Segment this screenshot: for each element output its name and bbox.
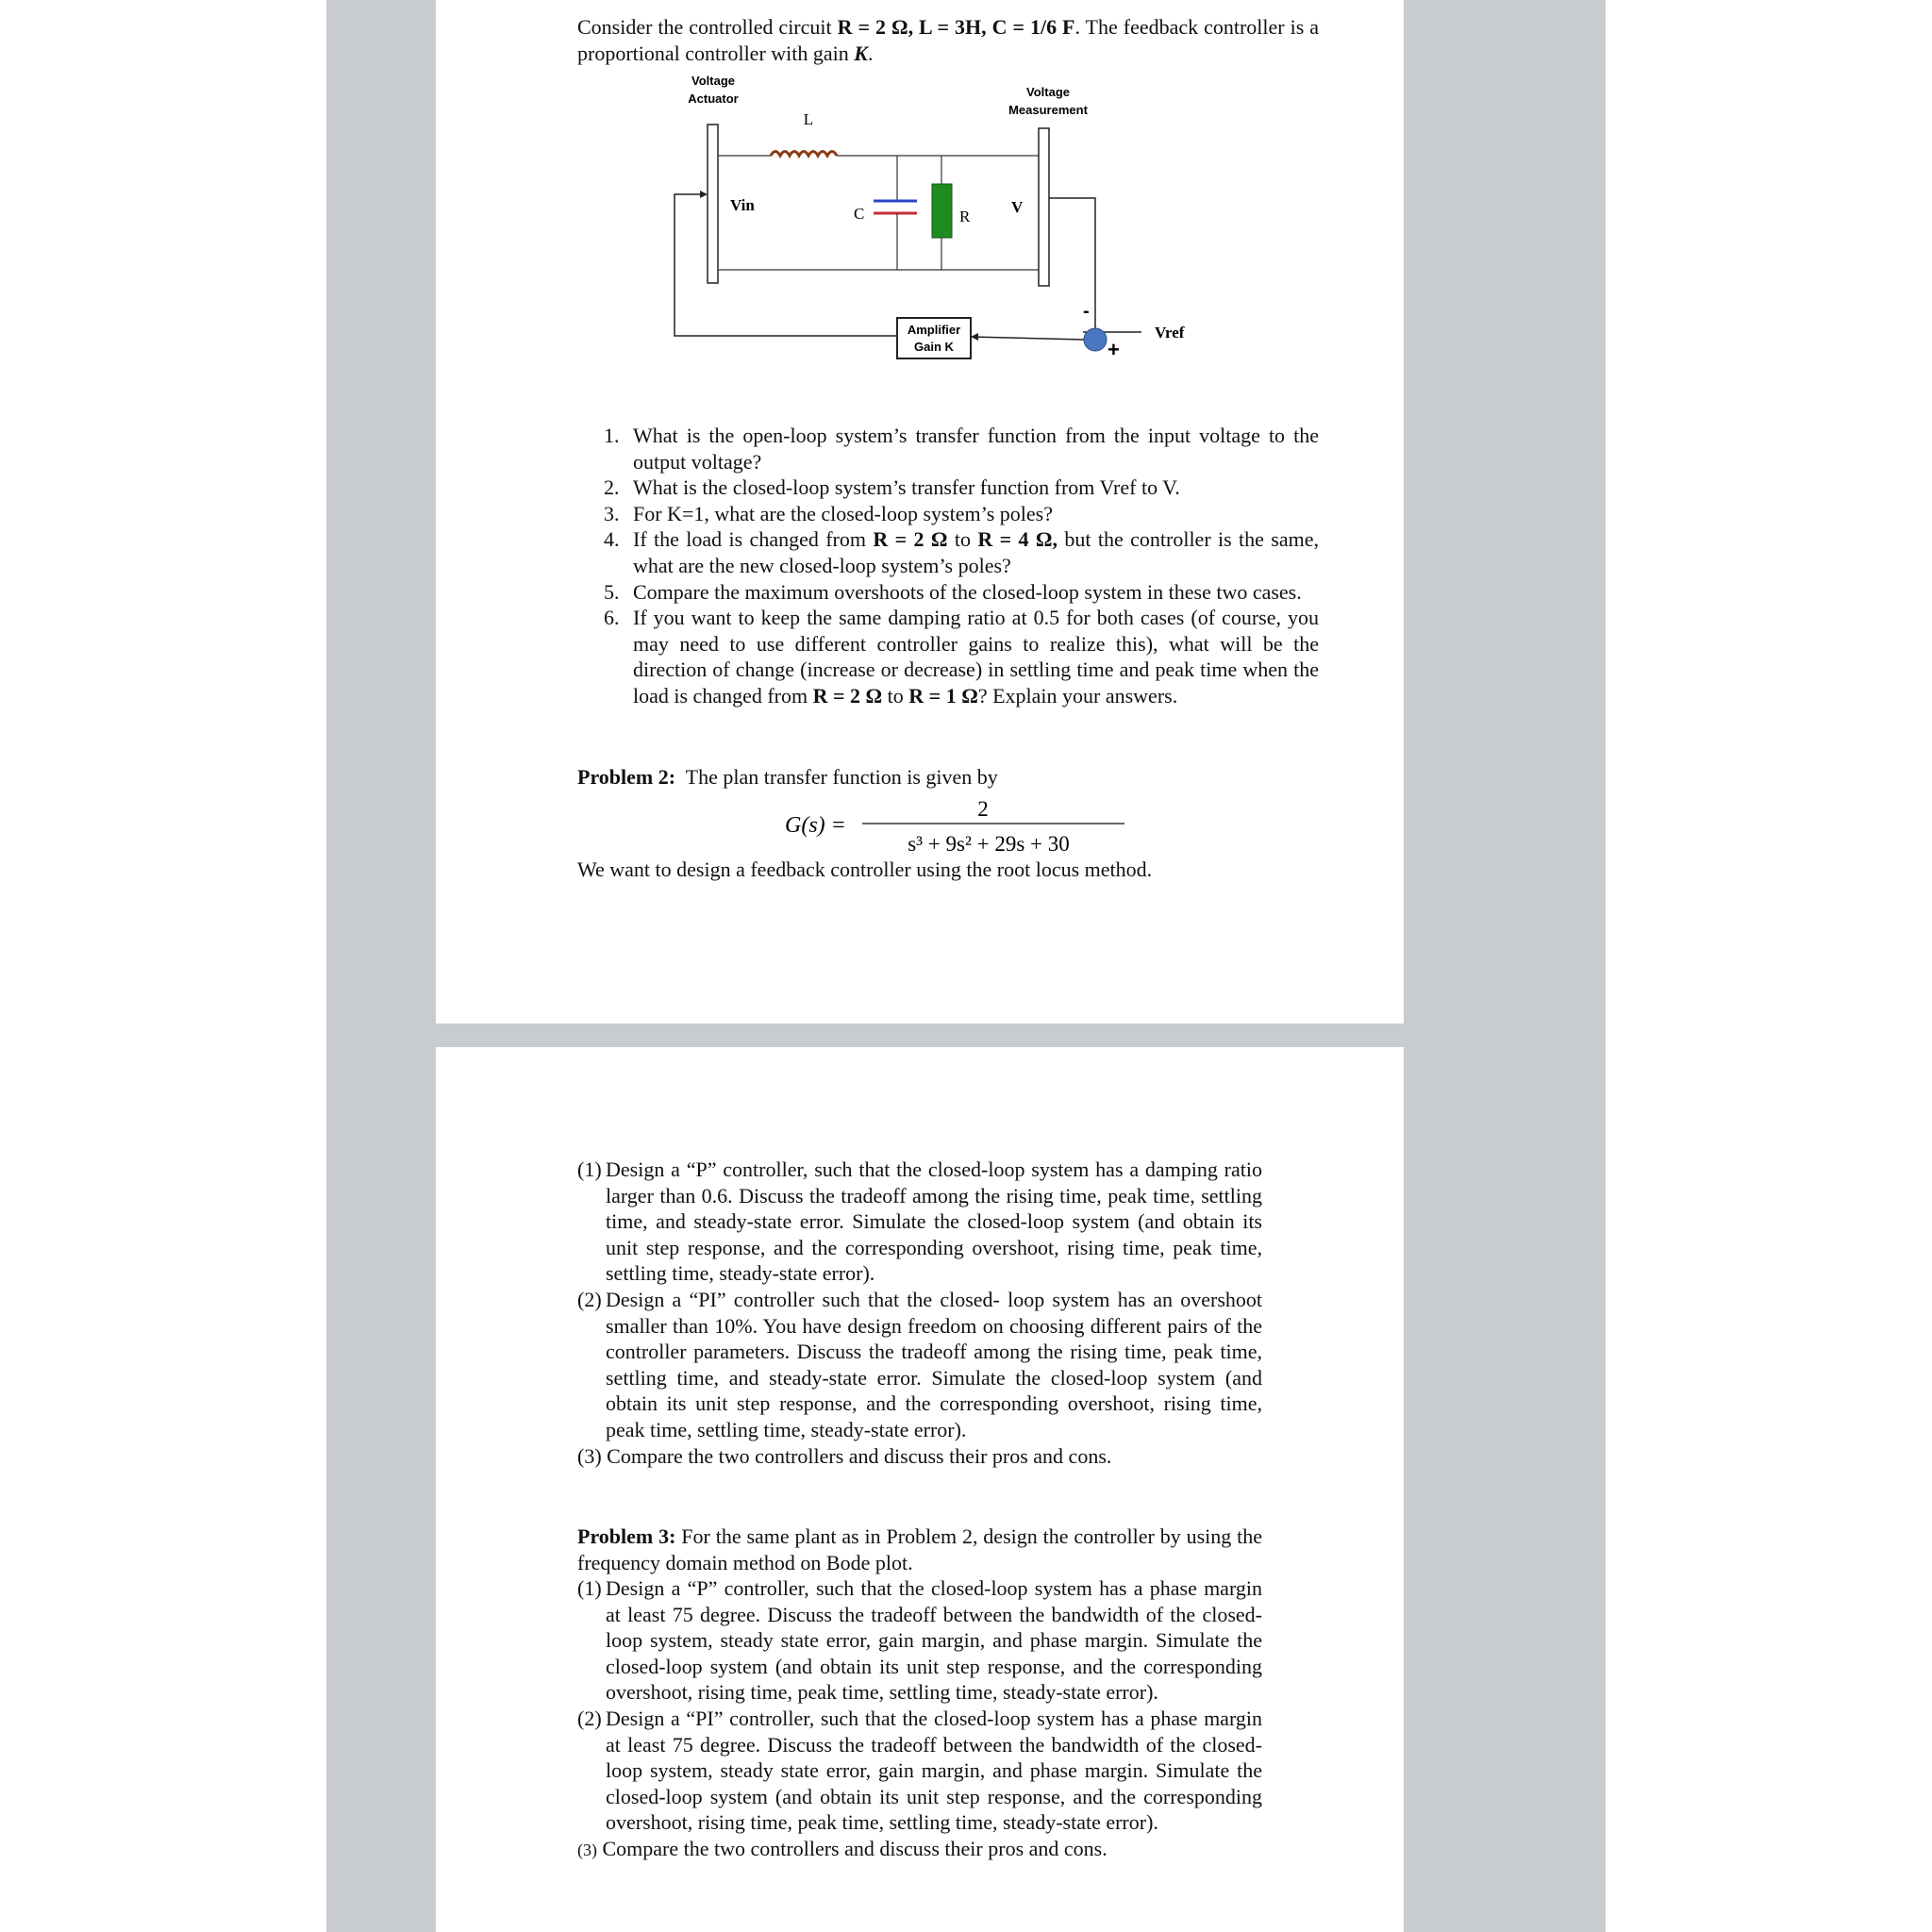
task-number: (3) [577,1443,602,1468]
question-text: What is the closed-loop system’s transfer function from Vref to V. [633,475,1180,500]
task-text: Design a “P” controller, such that the closed-loop system has a damping ratio larger than 0.6. Discuss the tradeoff among the rising time, peak time, settling time, and steady-state error. Simulate the closed-loop system (and obtain its unit step response, and the corresponding overshoot, rising time, peak time, settling time, steady-state error). [606,1158,1262,1286]
problem-2-text: The plan transfer function is given by [675,765,998,789]
measurement-plate [1039,128,1049,286]
task-text: Compare the two controllers and discuss their pros and cons. [602,1836,1108,1860]
problem-2-description: We want to design a feedback controller using the root locus method. [577,858,1153,881]
label-voltage-actuator-2: Actuator [688,92,739,106]
plus-sign: + [1108,338,1120,361]
question-text: but the controller is the same, what are the new closed-loop system’s poles? [633,527,1320,577]
label-V: V [1011,198,1024,216]
question-list [604,423,1319,709]
question-text: to [882,683,909,708]
label-voltage-actuator-1: Voltage [691,74,735,88]
problem-3-task-2 [577,1706,1262,1836]
label-voltage-measurement-2: Measurement [1008,103,1088,117]
task-text: Compare the two controllers and discuss their pros and cons. [607,1443,1112,1468]
question-1 [604,423,1319,475]
task-number: (3) [577,1840,597,1859]
problem-2-tasks [577,1157,1262,1469]
question-bold: R = 2 Ω [873,527,948,552]
inductor-coil [771,152,837,157]
problem-2-label: Problem 2: [577,765,676,789]
actuator-plate [708,125,718,283]
problem-2-task-1 [577,1157,1262,1287]
question-4 [604,526,1319,578]
resistor [932,184,952,238]
gain-symbol: K [854,41,868,65]
label-C: C [854,205,865,223]
question-bold: R = 1 Ω [908,683,978,708]
task-text: Design a “P” controller, such that the closed-loop system has a phase margin at least 75 degree. Discuss the tradeoff between the bandwidth of the closed-loop system, steady state error, gain margin, and phase margin. Simulate the closed-loop system (and obtain its unit step response, and the corresponding overshoot, rising time, peak time, settling time, steady-state error). [606,1576,1262,1705]
amplifier-label-2: Gain K [914,340,954,354]
task-number: (2) [577,1287,602,1311]
question-text: If the load is changed from [633,527,874,552]
question-number: 6. [604,606,620,630]
transfer-function-formula [785,792,1209,858]
intro-text-mid: . The feedback controller is a proportional controller with gain [577,15,1320,65]
question-text: For K=1, what are the closed-loop system’s poles? [633,501,1053,525]
task-text: Design a “PI” controller such that the closed- loop system has an overshoot smaller than 10%. You have design freedom on choosing different pairs of the controller parameters. Discuss the tradeoff among the rising time, peak time, settling time, and steady-state error. Simulate the closed-loop system (and obtain its unit step response, and the corresponding overshoot, rising time, peak time, settling time, steady-state error). [606,1287,1262,1441]
question-text: to [947,527,978,552]
circuit-params: R = 2 Ω, L = 3H, C = 1/6 F [837,15,1075,39]
formula-denominator: s³ + 9s² + 29s + 30 [908,832,1070,856]
question-5 [604,579,1319,606]
question-text: If you want to keep the same damping ratio at 0.5 for both cases (of course, you may need to use different controller gains to realize this), what will be the direction of change (increase or decrease) in settling time and peak time when the load is changed from [633,606,1319,708]
question-number: 4. [604,527,620,552]
question-number: 3. [604,501,620,525]
formula-numerator: 2 [977,797,989,821]
formula-lhs: G(s) = [785,813,846,838]
problem-3-label: Problem 3: [577,1524,676,1548]
document-page-1 [436,0,1404,1024]
task-number: (1) [577,1576,602,1600]
label-R: R [959,208,971,225]
question-number: 5. [604,579,620,604]
question-bold: R = 2 Ω [812,683,883,708]
amplifier-label-1: Amplifier [907,323,961,337]
problem-2-heading [577,764,1319,791]
question-6 [604,605,1319,708]
problem-3-task-3 [577,1836,1262,1864]
question-text: What is the open-loop system’s transfer function from the input voltage to the output voltage? [633,424,1319,474]
question-bold: R = 4 Ω, [977,527,1058,552]
minus-sign: - [1083,301,1090,322]
error-signal-wire [971,337,1084,340]
task-text: Design a “PI” controller, such that the closed-loop system has a phase margin at least 75 degree. Discuss the tradeoff between the bandwidth of the closed-loop system, steady state error, gain margin, and phase margin. Simulate the closed-loop system (and obtain its unit step response, and the corresponding overshoot, rising time, peak time, settling time, steady-state error). [606,1706,1262,1835]
problem-2-task-2 [577,1287,1262,1443]
label-voltage-measurement-1: Voltage [1026,85,1070,99]
summing-junction [1084,328,1107,351]
label-L: L [803,110,814,128]
intro-text-end: . [867,41,874,65]
task-number: (1) [577,1158,602,1181]
question-text: Compare the maximum overshoots of the closed-loop system in these two cases. [633,579,1302,604]
question-2 [604,475,1319,501]
problem-3-tasks [577,1575,1262,1864]
question-3 [604,501,1319,527]
problem-2-task-3 [577,1443,1262,1470]
question-text: ? Explain your answers. [977,683,1178,708]
task-number: (2) [577,1706,602,1730]
problem-3-text: For the same plant as in Problem 2, design the controller by using the frequency domain method on Bode plot. [577,1524,1262,1574]
document-page-2 [436,1047,1404,1932]
question-number: 1. [604,424,620,447]
problem-3-task-1 [577,1575,1262,1706]
label-Vref: Vref [1155,324,1185,341]
label-Vin: Vin [730,196,755,214]
circuit-diagram [436,57,1404,377]
problem-3-heading [577,1524,1262,1575]
intro-text: Consider the controlled circuit [577,15,838,39]
question-number: 2. [604,475,620,500]
